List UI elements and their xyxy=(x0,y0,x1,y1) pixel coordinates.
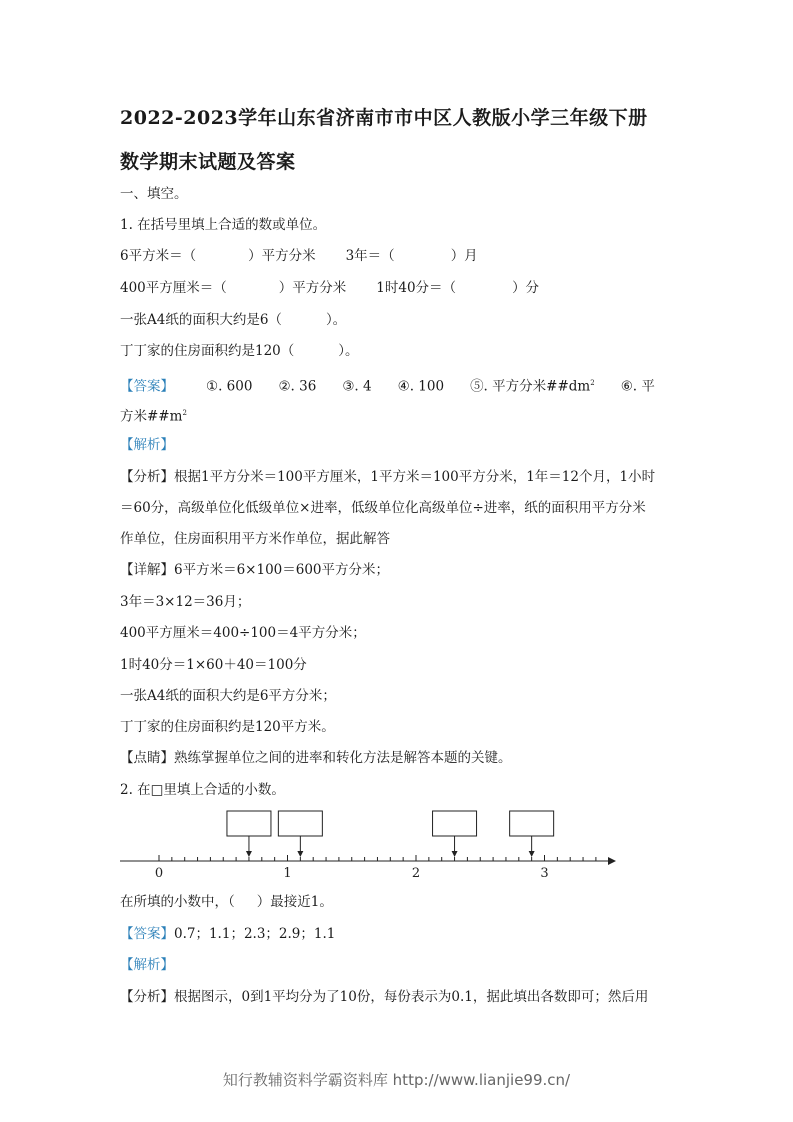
blank-pre: 在所填的小数中，（ xyxy=(120,894,235,910)
answer-text: 0.7；1.1；2.3；2.9；1.1 xyxy=(174,926,336,942)
analysis-tag: 【解析】 xyxy=(120,957,174,973)
answer-item: ⑥. 平 xyxy=(620,378,655,395)
fenxi-line-2: ＝60分，高级单位化低级单位×进率，低级单位化高级单位÷进率，纸的面积用平方分米 xyxy=(120,500,646,516)
question-1-row-1 xyxy=(120,246,478,266)
detail-line-5: 一张A4纸的面积大约是6平方分米； xyxy=(120,688,336,704)
question-1-row-3 xyxy=(120,310,346,330)
question-1-answer-cont xyxy=(120,403,187,427)
q2-fenxi-line-1 xyxy=(120,987,648,1007)
fenxi-line-3: 作单位，住房面积用平方米作单位，据此解答 xyxy=(120,531,390,547)
pointer-arrow xyxy=(246,851,252,857)
analysis-tag: 【解析】 xyxy=(120,437,174,453)
answer-item: ⑤. 平方分米##dm xyxy=(470,378,591,395)
fenxi-tag: 【分析】 xyxy=(120,989,174,1005)
detail-line-2: 3年＝3×12＝36月； xyxy=(120,594,251,610)
question-2-stem: 2. 在□里填上合适的小数。 xyxy=(120,782,285,798)
detail-text: 6平方米＝6×100＝600平方分米； xyxy=(174,562,390,578)
detail-line-6: 丁丁家的住房面积约是120平方米。 xyxy=(120,719,335,735)
blank-post: ）平方分米 xyxy=(248,248,316,264)
blank-pre: 6平方米＝（ xyxy=(120,248,197,264)
detail-tag: 【详解】 xyxy=(120,562,174,578)
question-1-row-4 xyxy=(120,341,359,361)
blank-pre: 3年＝（ xyxy=(345,248,395,264)
document-title-line1: 2022-2023学年山东省济南市市中区人教版小学三年级下册 xyxy=(120,107,648,129)
point-text: 熟练掌握单位之间的进率和转化方法是解答本题的关键。 xyxy=(174,750,512,766)
blank-pre: 400平方厘米＝（ xyxy=(120,280,227,296)
blank-post: ）。 xyxy=(325,312,347,328)
answer-item: ④. 100 xyxy=(397,378,445,395)
number-line-chart xyxy=(110,806,620,886)
superscript: 2 xyxy=(590,379,595,387)
tick-label: 3 xyxy=(540,866,549,881)
detail-line-4: 1时40分＝1×60＋40＝100分 xyxy=(120,657,307,673)
blank-pre: 一张A4纸的面积大约是6（ xyxy=(120,312,282,328)
point-line xyxy=(120,748,512,768)
detail-line-3: 400平方厘米＝400÷100＝4平方分米； xyxy=(120,625,366,641)
blank-post: ）最接近1。 xyxy=(256,894,333,910)
tick-label: 2 xyxy=(411,866,421,881)
document-title-line2: 数学期末试题及答案 xyxy=(120,151,296,173)
footer-watermark: 知行教辅资料学霸资料库 http://www.lianjie99.cn/ xyxy=(222,1071,571,1089)
answer-item: ①. 600 xyxy=(206,378,253,395)
tick-label: 0 xyxy=(154,866,164,881)
point-tag: 【点睛】 xyxy=(120,750,174,766)
answer-box[interactable] xyxy=(510,811,554,836)
answer-box[interactable] xyxy=(278,811,322,836)
section-heading: 一、填空。 xyxy=(120,186,188,202)
answer-item: ③. 4 xyxy=(342,378,372,395)
number-line-arrow xyxy=(608,857,616,865)
question-2-follow xyxy=(120,892,333,912)
blank-post: ）月 xyxy=(450,248,478,264)
answer-tag: 【答案】 xyxy=(120,378,174,395)
pointer-arrow xyxy=(529,851,535,857)
blank-pre: 丁丁家的住房面积约是120（ xyxy=(120,343,295,359)
blank-post: ）平方分米 xyxy=(278,280,347,296)
pointer-arrow xyxy=(297,851,303,857)
answer-item: ②. 36 xyxy=(278,378,317,395)
blank-post: ）。 xyxy=(338,343,359,359)
answer-tag: 【答案】 xyxy=(120,926,174,942)
fenxi-line-1 xyxy=(120,467,655,487)
question-1-answer xyxy=(120,373,655,397)
blank-pre: 1时40分＝（ xyxy=(376,280,457,296)
question-2-answer xyxy=(120,924,335,944)
detail-line-1 xyxy=(120,560,389,580)
answer-box[interactable] xyxy=(227,811,271,836)
answer-cont: 方米##m xyxy=(120,408,183,425)
pointer-arrow xyxy=(452,851,458,857)
fenxi-tag: 【分析】 xyxy=(120,469,174,485)
tick-label: 1 xyxy=(283,866,292,881)
superscript: 2 xyxy=(182,409,187,417)
question-1-stem: 1. 在括号里填上合适的数或单位。 xyxy=(120,217,327,233)
blank-post: ）分 xyxy=(512,280,540,296)
answer-box[interactable] xyxy=(433,811,477,836)
question-1-row-2 xyxy=(120,278,539,298)
fenxi-text: 根据1平方分米＝100平方厘米，1平方米＝100平方分米，1年＝12个月，1小时 xyxy=(174,469,656,485)
fenxi-text: 根据图示，0到1平均分为了10份，每份表示为0.1，据此填出各数即可；然后用 xyxy=(174,989,649,1005)
